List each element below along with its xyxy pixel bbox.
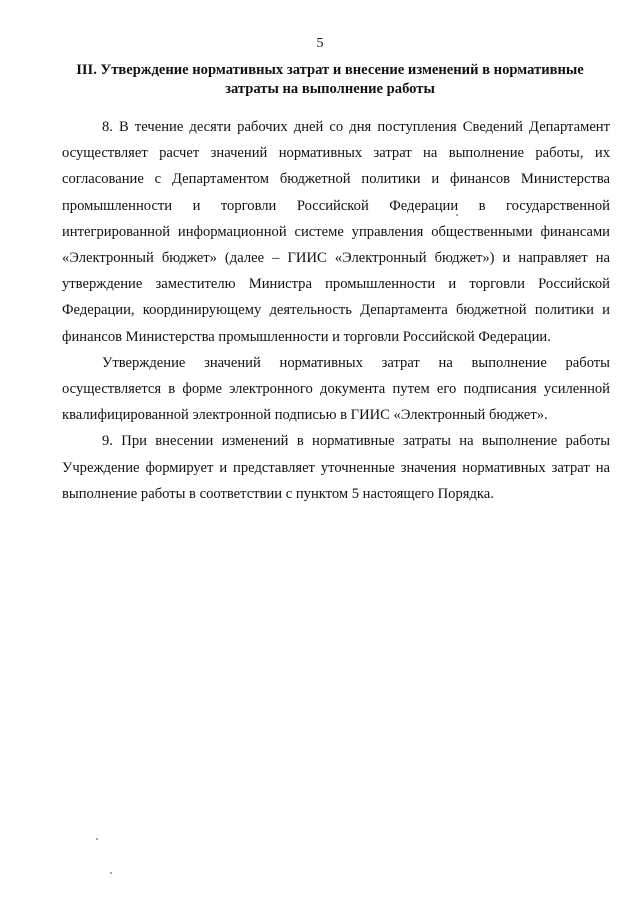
document-body	[62, 114, 610, 507]
paragraph-approval: Утверждение значений нормативных затрат на выполнение работы осуществляется в форме электронного документа путем его подписания усиленной квалифицированной электронной подписью в ГИИС «Электронный бюджет».	[62, 354, 610, 424]
paragraph-8: 8. В течение десяти рабочих дней со дня поступления Сведений Департамент осуществляет расчет значений нормативных затрат на выполнение работы, их согласование с Департаментом бюджетной политики и финансов Министерства промышленности и торговли Российской Федерации в государственной интегрированной информационной системе управления общественными финансами «Электронный бюджет» (далее – ГИИС «Электронный бюджет») и направляет на утверждение заместителю Министра промышленности и торговли Российской Федерации, координирующему деятельность Департамента бюджетной политики и финансов Министерства промышленности и торговли Российской Федерации.	[62, 119, 610, 345]
scan-speck	[110, 872, 112, 874]
scan-speck	[456, 214, 458, 216]
section-title: III. Утверждение нормативных затрат и внесение изменений в нормативные затраты на выполнение работы	[76, 62, 584, 97]
page-number: 5	[316, 36, 324, 51]
scan-speck	[96, 838, 98, 840]
paragraph-9: 9. При внесении изменений в нормативные затраты на выполнение работы Учреждение формирует и представляет уточненные значения нормативных затрат на выполнение работы в соответствии с пунктом 5 настоящего Порядка.	[62, 433, 610, 502]
